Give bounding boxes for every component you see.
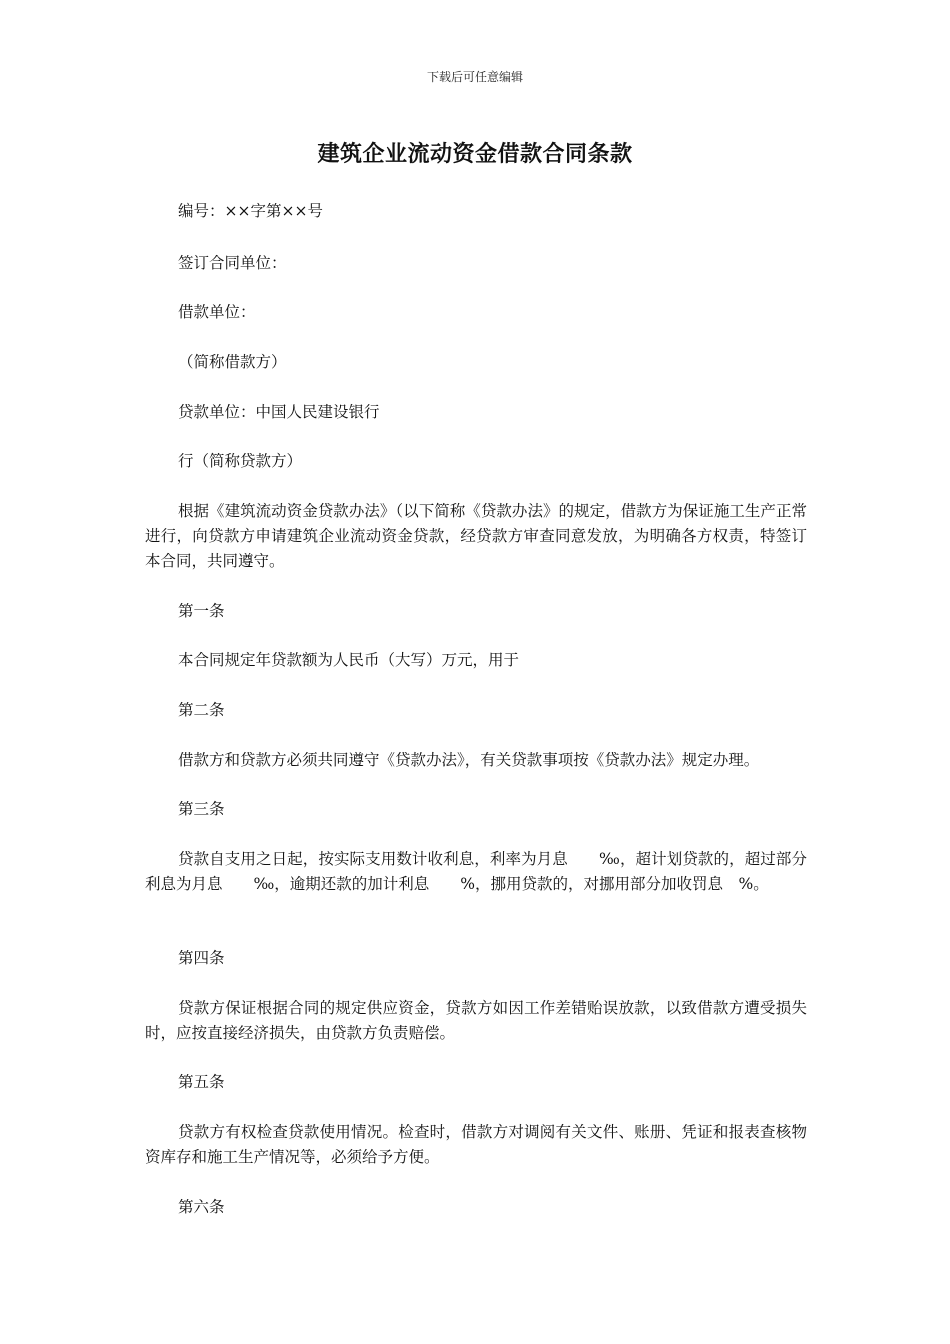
signing-parties-label: 签订合同单位： (178, 254, 287, 272)
article-5-heading: 第五条 (178, 1073, 225, 1091)
article-2-text: 借款方和贷款方必须共同遵守《贷款办法》，有关贷款事项按《贷款办法》规定办理。 (178, 751, 760, 769)
lender-abbr: 行（简称贷款方） (178, 452, 303, 470)
article-4-heading: 第四条 (178, 949, 225, 967)
article-3-heading: 第三条 (178, 800, 225, 818)
lender-label: 贷款单位：中国人民建设银行 (178, 403, 380, 421)
borrower-abbr: （简称借款方） (178, 353, 287, 371)
preamble-paragraph: 根据《建筑流动资金贷款办法》（以下简称《贷款办法》的规定，借款方为保证施工生产正常进行，向贷款方申请建筑企业流动资金贷款，经贷款方审查同意发放，为明确各方权责，特签订本合同，共同遵守。 (145, 502, 807, 570)
article-3-text: 贷款自支用之日起，按实际支用数计收利息，利率为月息 ‰，超计划贷款的，超过部分利息为月息 ‰，逾期还款的加计利息 %，挪用贷款的，对挪用部分加收罚息 %。 (145, 850, 807, 893)
article-6-heading: 第六条 (178, 1198, 225, 1216)
article-5-text: 贷款方有权检查贷款使用情况。检查时，借款方对调阅有关文件、账册、凭证和报表查核物资库存和施工生产情况等，必须给予方便。 (145, 1123, 807, 1166)
article-4-text: 贷款方保证根据合同的规定供应资金，贷款方如因工作差错贻误放款，以致借款方遭受损失时，应按直接经济损失，由贷款方负责赔偿。 (145, 999, 807, 1042)
article-1-text: 本合同规定年贷款额为人民币（大写）万元，用于 (178, 651, 520, 669)
header-note: 下载后可任意编辑 (426, 70, 523, 84)
article-1-heading: 第一条 (178, 602, 225, 620)
document-title: 建筑企业流动资金借款合同条款 (317, 141, 633, 167)
article-2-heading: 第二条 (178, 701, 225, 719)
contract-number: 编号：××字第××号 (178, 202, 323, 220)
borrower-label: 借款单位： (178, 303, 256, 321)
